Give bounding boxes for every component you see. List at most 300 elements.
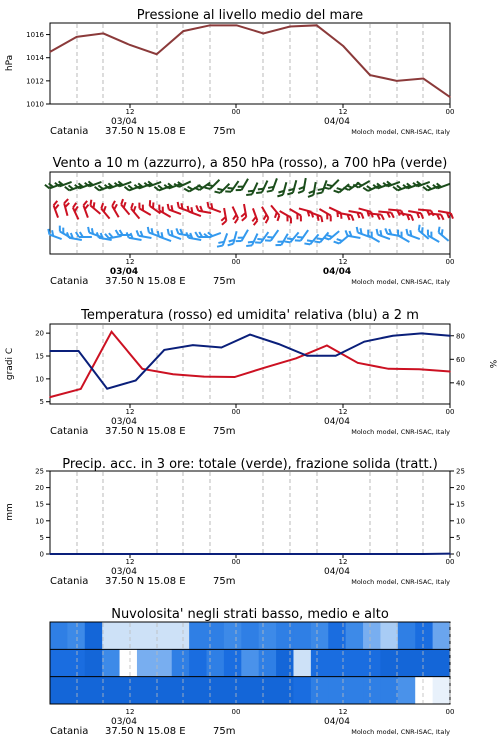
wind-barb-feather <box>76 232 79 237</box>
wind-barb-feather <box>105 233 109 238</box>
temperature-point <box>80 388 82 390</box>
precip-location: Catania <box>50 576 89 587</box>
temperature-point <box>418 368 420 370</box>
wind-barb-feather <box>288 218 293 224</box>
cloud-cell-row0 <box>415 622 433 649</box>
wind-barb-850hpa <box>338 213 355 221</box>
temperature-point <box>295 357 297 359</box>
wind-credit: Moloch model, CNR-ISAC, Italy <box>351 278 450 286</box>
cloud-cell-row1 <box>293 649 311 676</box>
cloud-cell-row1 <box>363 649 381 676</box>
pressure-credit: Moloch model, CNR-ISAC, Italy <box>351 128 450 136</box>
cloud-cell-row2 <box>241 677 259 704</box>
wind-barb-feather <box>298 216 303 222</box>
wind-barb-shaft <box>90 206 100 214</box>
cloud-cell-row1 <box>172 649 190 676</box>
wind-barb-shaft <box>210 180 219 189</box>
humidity-point <box>392 335 394 337</box>
wind-barb-feather <box>308 194 313 198</box>
temp-time-tick-label: 00 <box>445 408 455 416</box>
wind-barb-shaft <box>129 238 142 240</box>
temperature-point <box>142 368 144 370</box>
wind-barb-feather <box>116 230 119 235</box>
pressure-frame <box>50 23 450 104</box>
wind-barb-850hpa <box>228 207 239 224</box>
cloud-cell-row0 <box>50 622 68 649</box>
wind-barb-feather <box>147 200 152 206</box>
cloud-cell-row2 <box>224 677 242 704</box>
precip-point <box>343 553 345 555</box>
pressure-time-tick-label: 12 <box>338 108 348 116</box>
cloud-cell-row0 <box>85 622 103 649</box>
pressure-line <box>50 25 450 97</box>
wind-barb-850hpa <box>428 213 444 219</box>
precip-credit: Moloch model, CNR-ISAC, Italy <box>351 578 450 586</box>
wind-barb-850hpa <box>206 202 223 212</box>
wind-barb-feather <box>275 243 281 248</box>
humidity-point <box>221 347 223 349</box>
pressure-location: Catania <box>50 126 89 137</box>
precip-point <box>129 553 131 555</box>
wind-barb-850hpa <box>129 203 143 218</box>
clouds-time-tick-label: 00 <box>445 708 455 716</box>
wind-barb-700hpa <box>433 179 450 189</box>
temperature-point <box>449 371 451 373</box>
precip-ytick-label: 0 <box>39 550 44 559</box>
wind-barb-feather <box>175 228 179 233</box>
pressure-ylabel: hPa <box>5 54 15 72</box>
wind-barb-shaft <box>189 212 201 216</box>
cloud-cell-row0 <box>433 622 451 649</box>
clouds-time-tick-label: 00 <box>231 708 241 716</box>
pressure-point <box>343 45 345 47</box>
wind-barb-feather <box>221 221 226 225</box>
wind-barb-feather <box>267 189 273 194</box>
cloud-cell-row2 <box>50 677 68 704</box>
wind-barb-feather <box>355 227 360 233</box>
wind-barb-feather <box>176 202 181 208</box>
cloud-cell-row0 <box>241 622 259 649</box>
precip-point <box>289 553 291 555</box>
wind-barb-feather <box>88 200 94 206</box>
wind-barb-700hpa <box>164 179 181 189</box>
temperature-point <box>49 396 51 398</box>
wind-barb-shaft <box>438 211 451 213</box>
cloud-cell-row2 <box>189 677 207 704</box>
wind-barb-700hpa <box>256 178 267 195</box>
wind-barb-feather <box>166 204 171 210</box>
wind-barb-10m <box>236 227 248 243</box>
wind-barb-850hpa <box>267 205 281 220</box>
cloud-cell-row0 <box>293 622 311 649</box>
pressure-point <box>369 74 371 76</box>
wind-barb-shaft <box>280 211 291 218</box>
cloud-cell-row1 <box>276 649 294 676</box>
clouds-date-label: 03/04 <box>111 717 137 727</box>
cloud-cell-row2 <box>67 677 85 704</box>
precip-ytick-label: 15 <box>35 500 44 509</box>
pressure-time-tick-label: 00 <box>231 108 241 116</box>
humidity-line <box>50 333 450 388</box>
humidity-point <box>306 355 308 357</box>
wind-time-tick-label: 00 <box>231 258 241 266</box>
wind-barb-shaft <box>388 209 401 210</box>
wind-barb-feather <box>246 243 252 248</box>
pressure-point <box>289 26 291 28</box>
wind-barb-850hpa <box>195 205 212 213</box>
wind-barb-shaft <box>69 238 82 240</box>
wind-barb-feather <box>425 230 430 236</box>
wind-barb-feather <box>86 227 91 233</box>
wind-barb-shaft <box>139 236 152 238</box>
wind-title: Vento a 10 m (azzurro), a 850 hPa (rosso), a 700 hPa (verde) <box>52 156 448 171</box>
cloud-cell-row2 <box>102 677 120 704</box>
wind-barb-shaft <box>378 211 391 212</box>
precip-ytick-label: 25 <box>35 467 44 476</box>
wind-barb-10m <box>275 231 287 247</box>
wind-barb-feather <box>256 190 262 195</box>
cloud-cell-row2 <box>346 677 364 704</box>
cloud-cell-row2 <box>363 677 381 704</box>
wind-barb-850hpa <box>258 207 270 223</box>
temp-location: Catania <box>50 426 89 437</box>
wind-barb-feather <box>328 216 333 222</box>
temperature-point <box>326 345 328 347</box>
precip-point <box>49 553 51 555</box>
cloud-cell-row1 <box>433 649 451 676</box>
pressure-time-tick-label: 00 <box>445 108 455 116</box>
pressure-title: Pressione al livello medio del mare <box>136 8 364 23</box>
wind-barb-feather <box>136 230 140 235</box>
wind-barb-shaft <box>428 236 439 243</box>
wind-barb-feather <box>304 241 310 247</box>
precip-ytick-label: 20 <box>35 484 44 493</box>
humidity-point <box>421 333 423 335</box>
precip-point <box>396 553 398 555</box>
pressure-point <box>423 78 425 80</box>
precip-point <box>449 553 451 555</box>
wind-barb-shaft <box>301 230 308 241</box>
wind-barb-700hpa <box>246 180 257 197</box>
cloud-cell-row2 <box>259 677 277 704</box>
wind-barb-10m <box>246 231 257 248</box>
temp-ytick-label: 15 <box>35 352 44 361</box>
wind-barb-shaft <box>309 212 321 216</box>
pressure-point <box>449 96 451 98</box>
wind-barb-shaft <box>223 233 227 245</box>
humidity-point <box>192 344 194 346</box>
pressure-point <box>316 25 318 27</box>
wind-barb-feather <box>345 230 349 235</box>
wind-barb-10m <box>116 230 132 235</box>
clouds-title: Nuvolosita' negli strati basso, medio e alto <box>111 607 389 622</box>
wind-barb-700hpa <box>308 181 316 198</box>
wind-barb-10m <box>436 227 451 241</box>
wind-barb-feather <box>391 213 394 218</box>
temperature-point <box>172 373 174 375</box>
pressure-point <box>396 80 398 82</box>
precip-point <box>209 553 211 555</box>
humidity-point <box>335 355 337 357</box>
cloud-cell-row2 <box>172 677 190 704</box>
temp-ytick-label: 10 <box>35 375 44 384</box>
wind-barb-850hpa <box>368 213 384 219</box>
cloud-cell-row0 <box>207 622 225 649</box>
humidity-point <box>249 334 251 336</box>
wind-barb-850hpa <box>53 201 63 218</box>
precip-ytick-label-right: 5 <box>456 533 461 542</box>
wind-barb-shaft <box>348 236 361 238</box>
wind-barb-shaft <box>398 236 409 243</box>
wind-barb-feather <box>351 215 355 220</box>
cloud-cell-row1 <box>415 649 433 676</box>
cloud-cell-row1 <box>137 649 155 676</box>
cloud-cell-row0 <box>380 622 398 649</box>
cloud-cell-row1 <box>85 649 103 676</box>
cloud-cell-row0 <box>328 622 346 649</box>
cloud-cell-row0 <box>67 622 85 649</box>
cloud-cell-row0 <box>346 622 364 649</box>
wind-barb-shaft <box>271 230 278 241</box>
precip-ytick-label-right: 0 <box>456 550 461 559</box>
wind-barb-700hpa <box>287 179 296 196</box>
wind-barb-shaft <box>349 211 362 213</box>
precip-frame <box>50 471 450 554</box>
cloud-cell-row1 <box>346 649 364 676</box>
cloud-cell-row1 <box>189 649 207 676</box>
cloud-cell-row1 <box>224 649 242 676</box>
clouds-elevation: 75m <box>213 726 236 737</box>
temp-ytick-label: 20 <box>35 329 44 338</box>
cloud-cell-row2 <box>398 677 416 704</box>
pressure-point <box>263 33 265 35</box>
cloud-cell-row1 <box>120 649 138 676</box>
cloud-cell-row2 <box>415 677 433 704</box>
cloud-cell-row0 <box>398 622 416 649</box>
cloud-cell-row2 <box>276 677 294 704</box>
humidity-ylabel: % <box>487 359 497 369</box>
wind-barb-700hpa <box>298 177 306 194</box>
wind-barb-shaft <box>159 237 171 241</box>
wind-barb-feather <box>137 203 142 209</box>
temperature-point <box>234 376 236 378</box>
precip-ytick-label: 5 <box>39 533 44 542</box>
wind-barb-shaft <box>242 230 249 241</box>
wind-barb-shaft <box>313 182 315 195</box>
wind-barb-feather <box>217 244 223 249</box>
wind-barb-shaft <box>378 235 390 239</box>
cloud-cell-row2 <box>433 677 451 704</box>
precip-time-tick-label: 00 <box>231 558 241 566</box>
cloud-cell-row2 <box>380 677 398 704</box>
wind-barb-feather <box>360 213 364 218</box>
clouds-time-tick-label: 12 <box>338 708 348 716</box>
temp-time-tick-label: 12 <box>125 408 135 416</box>
wind-barb-feather <box>436 227 442 233</box>
wind-barb-feather <box>195 205 199 210</box>
wind-barb-700hpa <box>267 177 277 194</box>
precip-time-tick-label: 12 <box>125 558 135 566</box>
wind-barb-850hpa <box>287 209 303 221</box>
temp-ytick-label: 5 <box>39 398 44 407</box>
precip-time-tick-label: 12 <box>338 558 348 566</box>
humidity-point <box>449 335 451 337</box>
wind-barb-feather <box>241 217 246 221</box>
temperature-point <box>357 362 359 364</box>
wind-barb-10m <box>136 230 153 238</box>
wind-barb-shaft <box>242 179 249 190</box>
wind-barb-feather <box>450 213 454 218</box>
wind-barb-feather <box>441 215 444 220</box>
wind-barb-850hpa <box>63 199 72 216</box>
clouds-coords: 37.50 N 15.08 E <box>105 726 186 737</box>
wind-barb-850hpa <box>248 208 258 225</box>
cloud-cell-row0 <box>259 622 277 649</box>
pressure-ytick-label: 1010 <box>26 100 44 109</box>
wind-barb-feather <box>277 193 283 197</box>
precip-ytick-label-right: 10 <box>456 517 465 526</box>
temp-credit: Moloch model, CNR-ISAC, Italy <box>351 428 450 436</box>
wind-barb-shaft <box>209 208 221 212</box>
precip-title: Precip. acc. in 3 ore: totale (verde), frazione solida (tratt.) <box>62 457 438 472</box>
pressure-point <box>103 33 105 35</box>
pressure-ytick-label: 1012 <box>26 77 44 86</box>
cloud-cell-row2 <box>85 677 103 704</box>
cloud-cell-row0 <box>363 622 381 649</box>
wind-date-label: 03/04 <box>109 267 139 277</box>
wind-barb-shaft <box>198 211 211 213</box>
temp-time-tick-label: 00 <box>231 408 241 416</box>
wind-barb-feather <box>146 227 151 233</box>
wind-barb-feather <box>157 205 162 211</box>
humidity-point <box>278 343 280 345</box>
wind-barb-feather <box>225 189 231 194</box>
wind-barb-feather <box>255 240 261 245</box>
wind-barb-feather <box>215 189 221 195</box>
wind-barb-feather <box>265 238 271 243</box>
wind-barb-feather <box>384 228 388 233</box>
wind-barb-feather <box>236 188 242 193</box>
precip-date-label: 03/04 <box>111 567 137 577</box>
wind-barb-850hpa <box>219 208 227 225</box>
pressure-point <box>236 25 238 27</box>
wind-date-label: 04/04 <box>322 267 352 277</box>
precip-point <box>263 553 265 555</box>
pressure-point <box>49 51 51 53</box>
cloud-cell-row0 <box>102 622 120 649</box>
wind-barb-feather <box>298 190 303 194</box>
temp-title: Temperatura (rosso) ed umidita' relativa (blu) a 2 m <box>81 308 419 323</box>
humidity-point <box>163 349 165 351</box>
pressure-time-tick-label: 12 <box>125 108 135 116</box>
temperature-point <box>111 331 113 333</box>
wind-barb-850hpa <box>307 212 324 222</box>
humidity-ytick-label: 80 <box>456 332 465 341</box>
cloud-cell-row2 <box>207 677 225 704</box>
wind-barb-shaft <box>169 235 181 239</box>
wind-barb-shaft <box>322 180 326 192</box>
cloud-cell-row1 <box>67 649 85 676</box>
precip-point <box>76 553 78 555</box>
precip-coords: 37.50 N 15.08 E <box>105 576 186 587</box>
precip-ylabel: mm <box>5 503 15 521</box>
clouds-date-label: 04/04 <box>324 717 350 727</box>
humidity-point <box>49 350 51 352</box>
wind-location: Catania <box>50 276 89 287</box>
pressure-date-label: 04/04 <box>324 117 350 127</box>
wind-barb-shaft <box>272 178 276 190</box>
wind-barb-shaft <box>428 213 441 214</box>
temp-date-label: 04/04 <box>324 417 350 427</box>
precip-point <box>316 553 318 555</box>
pressure-coords: 37.50 N 15.08 E <box>105 126 186 137</box>
wind-barb-feather <box>236 239 242 244</box>
wind-barb-shaft <box>188 238 201 240</box>
precip-point <box>183 553 185 555</box>
wind-barb-shaft <box>131 209 139 219</box>
cloud-cell-row1 <box>50 649 68 676</box>
cloud-cell-row1 <box>241 649 259 676</box>
cloud-cell-row1 <box>102 649 120 676</box>
wind-barb-feather <box>228 242 234 246</box>
wind-barb-700hpa <box>277 181 286 198</box>
wind-barb-shaft <box>169 210 181 214</box>
pressure-ytick-label: 1016 <box>26 31 44 40</box>
humidity-ytick-label: 40 <box>456 379 465 388</box>
precip-point <box>103 553 105 555</box>
pressure-ytick-label: 1014 <box>26 54 44 63</box>
wind-barb-shaft <box>178 234 191 236</box>
cloud-cell-row0 <box>224 622 242 649</box>
wind-barb-shaft <box>293 180 296 193</box>
wind-barb-shaft <box>283 182 286 195</box>
wind-barb-feather <box>375 229 380 235</box>
wind-barb-feather <box>381 215 384 220</box>
wind-time-tick-label: 00 <box>445 258 455 266</box>
wind-barb-700hpa <box>343 178 359 191</box>
wind-barb-feather <box>405 229 410 235</box>
wind-barb-10m <box>146 227 163 237</box>
wind-elevation: 75m <box>213 276 236 287</box>
cloud-cell-row0 <box>311 622 329 649</box>
pressure-date-label: 03/04 <box>111 117 137 127</box>
temperature-point <box>388 368 390 370</box>
precip-point <box>156 553 158 555</box>
wind-barb-feather <box>57 226 62 232</box>
wind-barb-shaft <box>121 205 129 215</box>
temp-time-tick-label: 12 <box>338 408 348 416</box>
precip-ytick-label-right: 20 <box>456 484 465 493</box>
temp-date-label: 03/04 <box>111 417 137 427</box>
cloud-cell-row0 <box>276 622 294 649</box>
cloud-cell-row2 <box>120 677 138 704</box>
precip-ytick-label-right: 15 <box>456 500 465 509</box>
wind-barb-850hpa <box>99 203 113 218</box>
precip-point <box>423 553 425 555</box>
wind-barb-shaft <box>49 235 61 239</box>
precip-ytick-label-right: 25 <box>456 467 465 476</box>
cloud-cell-row1 <box>207 649 225 676</box>
wind-coords: 37.50 N 15.08 E <box>105 276 186 287</box>
wind-barb-shaft <box>281 234 288 245</box>
wind-barb-shaft <box>439 233 449 241</box>
wind-barb-shaft <box>329 231 339 239</box>
wind-barb-feather <box>420 213 424 218</box>
wind-barb-850hpa <box>397 213 414 221</box>
temperature-point <box>203 376 205 378</box>
wind-barb-10m <box>175 228 192 236</box>
pressure-point <box>209 25 211 27</box>
